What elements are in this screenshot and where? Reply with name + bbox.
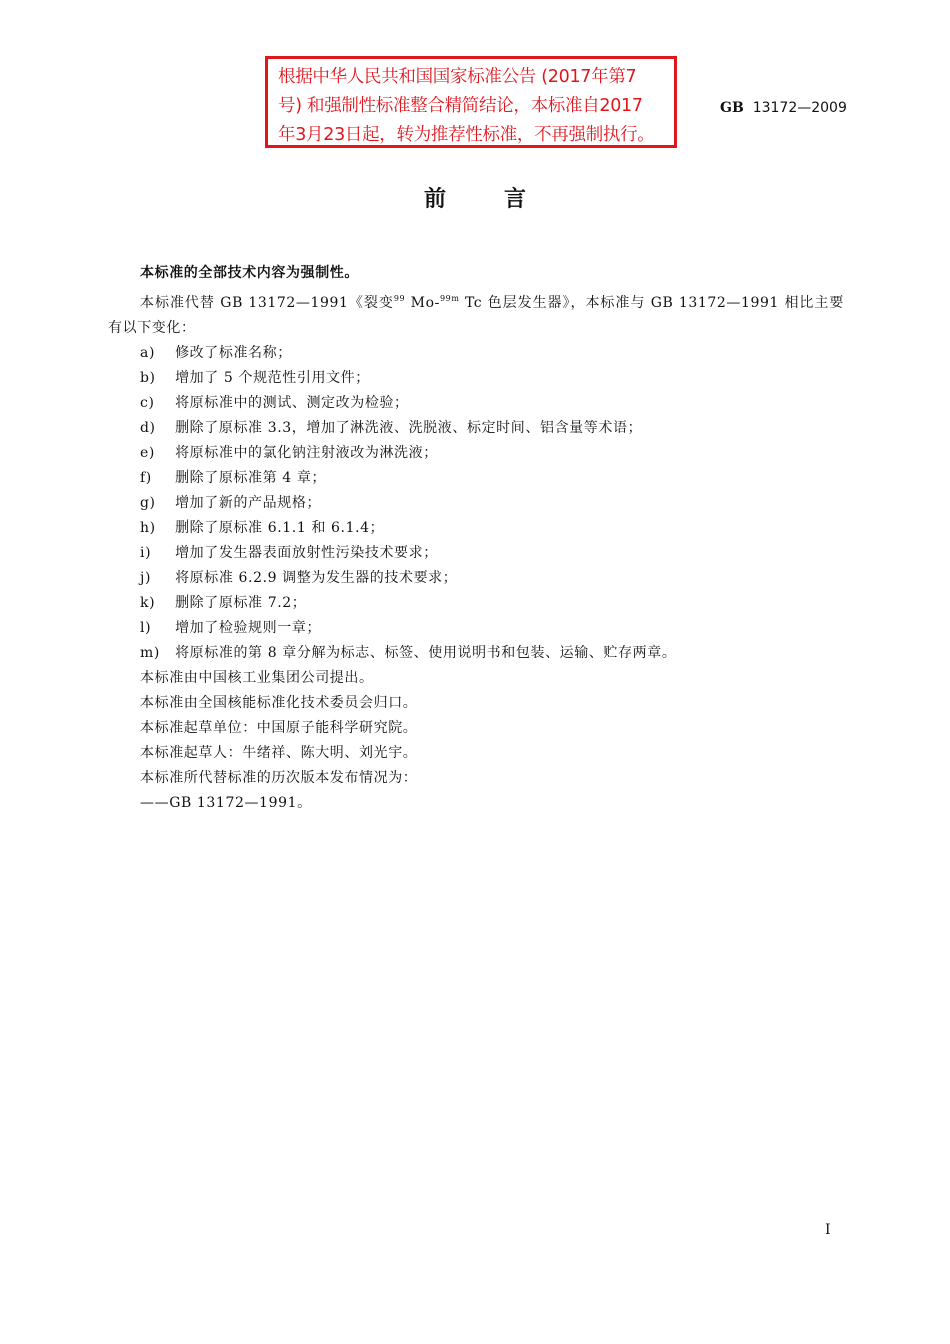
list-item-text: 增加了检验规则一章； <box>175 620 322 636</box>
notice-line-2: 号) 和强制性标准整合精简结论，本标准自2017 <box>278 96 643 116</box>
list-item <box>108 391 844 416</box>
centralized-by: 本标准由全国核能标准化技术委员会归口。 <box>140 695 418 711</box>
list-item-text: 将原标准的第 8 章分解为标志、标签、使用说明书和包装、运输、贮存两章。 <box>175 645 677 661</box>
drafting-unit: 本标准起草单位：中国原子能科学研究院。 <box>140 720 418 736</box>
proposed-by: 本标准由中国核工业集团公司提出。 <box>140 670 374 686</box>
change-list <box>108 341 844 666</box>
list-item-text: 增加了新的产品规格； <box>175 495 322 511</box>
list-item-key: h) <box>140 520 156 536</box>
list-item-key: i) <box>140 545 152 561</box>
list-item-text: 删除了原标准 7.2； <box>175 595 307 611</box>
list-item-text: 将原标准 6.2.9 调整为发生器的技术要求； <box>175 570 458 586</box>
replace-text-mo: Mo- <box>405 295 440 311</box>
list-item <box>108 591 844 616</box>
list-item <box>108 616 844 641</box>
list-item-text: 修改了标准名称； <box>175 345 292 361</box>
history-intro: 本标准所代替标准的历次版本发布情况为： <box>140 770 418 786</box>
list-item-key: f) <box>140 470 152 486</box>
list-item-text: 删除了原标准第 4 章； <box>175 470 327 486</box>
replace-text-2: Tc 色层发生器》，本标准与 GB 13172—1991 相比主要 <box>459 295 844 311</box>
list-item-key: g) <box>140 495 156 511</box>
replace-statement <box>108 286 844 316</box>
list-item <box>108 491 844 516</box>
isotope-mass-mo: 99 <box>393 294 406 303</box>
list-item <box>108 441 844 466</box>
list-item <box>108 516 844 541</box>
notice-line-1: 根据中华人民共和国国家标准公告 (2017年第7 <box>278 67 637 87</box>
mandatory-statement: 本标准的全部技术内容为强制性。 <box>140 265 359 281</box>
list-item-text: 增加了发生器表面放射性污染技术要求； <box>175 545 438 561</box>
replace-text-1: 本标准代替 GB 13172—1991《裂变 <box>140 295 394 311</box>
list-item-key: d) <box>140 420 156 436</box>
mandatory-status-notice <box>265 56 677 148</box>
replace-statement-cont: 有以下变化： <box>108 320 196 336</box>
list-item-key: k) <box>140 595 156 611</box>
list-item-text: 将原标准中的氯化钠注射液改为淋洗液； <box>175 445 438 461</box>
isotope-mass-tc: 99m <box>439 294 460 303</box>
list-item-key: j) <box>140 570 152 586</box>
list-item <box>108 466 844 491</box>
list-item-key: b) <box>140 370 156 386</box>
standard-code: 13172—2009 <box>752 100 847 116</box>
page-title: 前言 <box>423 187 584 212</box>
list-item <box>108 541 844 566</box>
list-item <box>108 341 844 366</box>
list-item-key: a) <box>140 345 156 361</box>
list-item-key: l) <box>140 620 152 636</box>
page-number: I <box>825 1222 831 1238</box>
standard-number <box>720 100 847 116</box>
list-item-text: 将原标准中的测试、测定改为检验； <box>175 395 409 411</box>
list-item-text: 删除了原标准 3.3，增加了淋洗液、洗脱液、标定时间、铝含量等术语； <box>175 420 643 436</box>
list-item <box>108 366 844 391</box>
list-item-key: m) <box>140 645 160 661</box>
history-item: ——GB 13172—1991。 <box>140 795 312 811</box>
drafters: 本标准起草人：牛绪祥、陈大明、刘光宇。 <box>140 745 418 761</box>
list-item-text: 增加了 5 个规范性引用文件； <box>175 370 370 386</box>
list-item <box>108 566 844 591</box>
list-item <box>108 416 844 441</box>
standard-prefix: GB <box>720 100 744 116</box>
list-item-key: c) <box>140 395 155 411</box>
foreword-body <box>108 261 844 816</box>
list-item-key: e) <box>140 445 155 461</box>
list-item <box>108 641 844 666</box>
list-item-text: 删除了原标准 6.1.1 和 6.1.4； <box>175 520 385 536</box>
notice-line-3: 年3月23日起，转为推荐性标准，不再强制执行。 <box>278 125 655 145</box>
